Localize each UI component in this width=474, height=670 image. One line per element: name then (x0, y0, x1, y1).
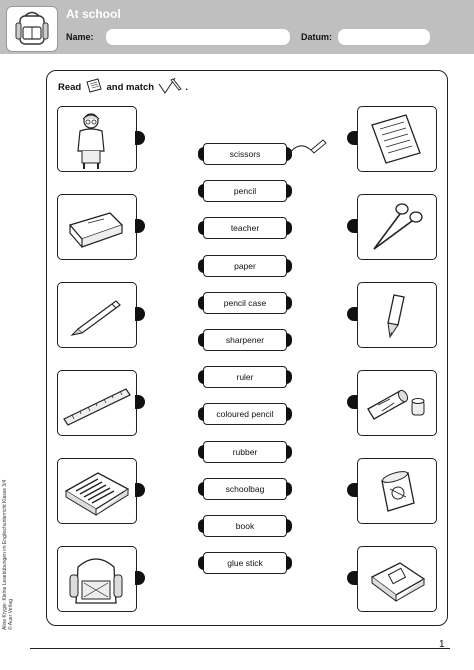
book-picture[interactable] (357, 546, 437, 612)
word-label: rubber (232, 447, 258, 457)
schoolbag-picture[interactable] (57, 546, 137, 612)
credit-line: © Auer Verlag (8, 599, 14, 630)
instruction-and-match: and match (106, 82, 155, 93)
word-label: glue stick (227, 558, 263, 568)
pencil-tip-picture[interactable] (357, 282, 437, 348)
page-number: 1 (439, 639, 445, 650)
match-dot[interactable] (347, 571, 357, 585)
word-paper[interactable] (203, 255, 287, 277)
scissors-picture[interactable] (357, 194, 437, 260)
schoolbag-logo-icon (6, 6, 58, 52)
date-field[interactable] (338, 29, 430, 45)
pencil-case-picture[interactable] (57, 458, 137, 524)
match-dot[interactable] (347, 131, 357, 145)
word-rubber[interactable] (203, 441, 287, 463)
match-dot[interactable] (347, 219, 357, 233)
word-label: scissors (229, 149, 261, 159)
word-pencil[interactable] (203, 180, 287, 202)
teacher-picture[interactable] (57, 106, 137, 172)
word-ruler[interactable] (203, 366, 287, 388)
word-coloured-pencil[interactable] (203, 403, 287, 425)
word-label: schoolbag (225, 484, 265, 494)
instruction-read: Read (58, 82, 82, 93)
match-dot[interactable] (347, 483, 357, 497)
footer-divider (30, 648, 450, 649)
pencil-picture[interactable] (57, 282, 137, 348)
word-label: pencil (233, 186, 257, 196)
instruction (58, 76, 188, 96)
word-teacher[interactable] (203, 217, 287, 239)
word-sharpener[interactable] (203, 329, 287, 351)
word-label: pencil case (223, 298, 267, 308)
header-bar (0, 0, 474, 54)
pencil-check-icon (157, 76, 183, 99)
paper-picture[interactable] (357, 106, 437, 172)
word-schoolbag[interactable] (203, 478, 287, 500)
word-pencil-case[interactable] (203, 292, 287, 314)
word-label: coloured pencil (216, 409, 274, 419)
glue-stick-picture[interactable] (357, 370, 437, 436)
word-label: sharpener (225, 335, 265, 345)
copyright-credit (2, 480, 14, 630)
rubber-picture[interactable] (57, 194, 137, 260)
read-paper-icon (84, 78, 104, 97)
word-label: book (235, 521, 255, 531)
match-dot[interactable] (347, 395, 357, 409)
ruler-picture[interactable] (57, 370, 137, 436)
word-label: paper (234, 261, 256, 271)
word-book[interactable] (203, 515, 287, 537)
word-scissors[interactable] (203, 143, 287, 165)
credit-line: Aline Krygie: Kleine Lesebübungen im Englischunterricht Klasse 3/4 (2, 479, 8, 630)
date-label: Datum: (301, 32, 332, 42)
name-field[interactable] (106, 29, 290, 45)
example-match-line-icon (289, 136, 329, 162)
word-glue-stick[interactable] (203, 552, 287, 574)
sharpener-picture[interactable] (357, 458, 437, 524)
instruction-period: . (185, 82, 188, 93)
match-dot[interactable] (347, 307, 357, 321)
page-title: At school (66, 7, 121, 21)
word-label: ruler (236, 372, 254, 382)
name-label: Name: (66, 32, 94, 42)
word-label: teacher (230, 223, 260, 233)
